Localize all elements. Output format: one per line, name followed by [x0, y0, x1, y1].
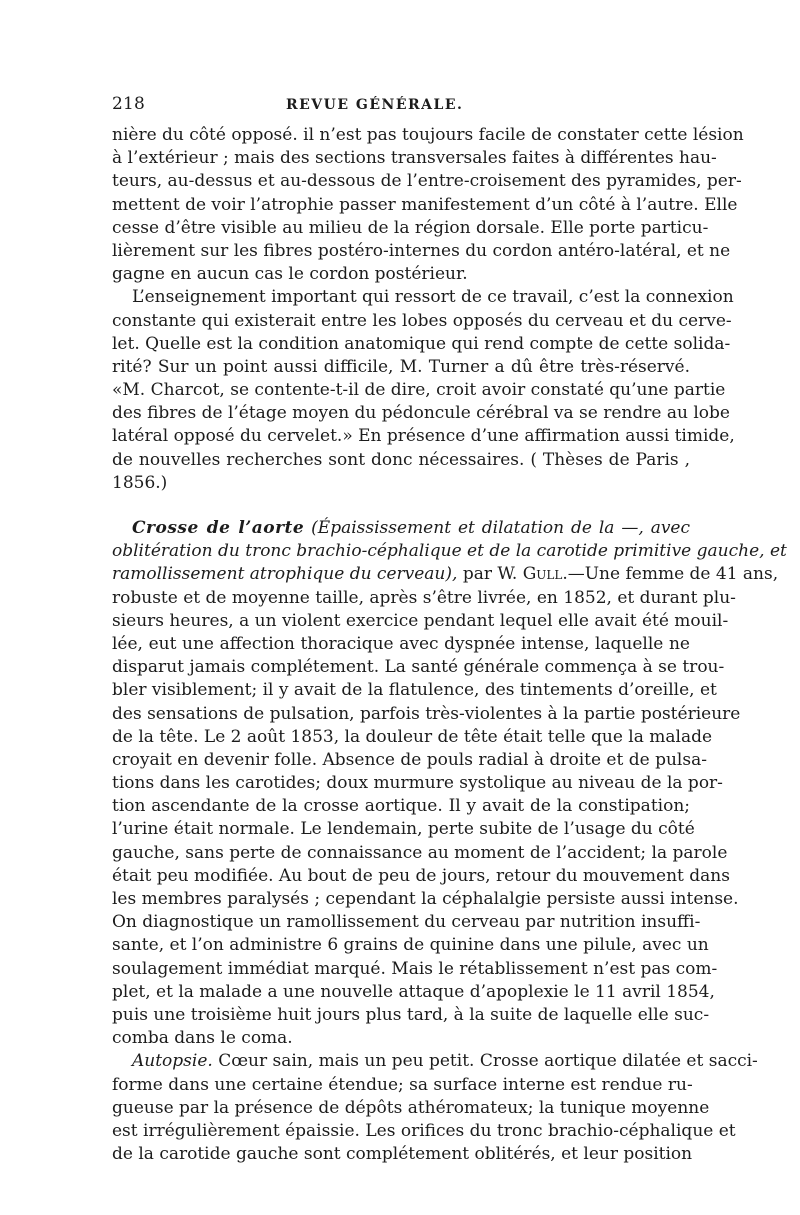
text-line: comba dans le coma.: [112, 1028, 293, 1049]
text-line: sante, et l’on administre 6 grains de quinine dans une pilule, avec un: [112, 935, 709, 956]
text-line: tions dans les carotides; doux murmure systolique au niveau de la por-: [112, 773, 723, 794]
article-byline-line: [112, 563, 779, 586]
text-line: robuste et de moyenne taille, après s’être livrée, en 1852, et durant plu-: [112, 587, 736, 608]
text-line: gauche, sans perte de connaissance au moment de l’accident; la parole: [112, 842, 728, 863]
text-line: let. Quelle est la condition anatomique qui rend compte de cette solida-: [112, 333, 731, 354]
autopsy-first-text: Cœur sain, mais un peu petit. Crosse aortique dilatée et sacci-: [212, 1051, 758, 1072]
text-line: L’enseignement important qui ressort de ce travail, c’est la connexion: [132, 287, 734, 308]
text-line: lée, eut une affection thoracique avec dyspnée intense, laquelle ne: [112, 633, 690, 654]
running-header: [112, 94, 690, 124]
text-line: latéral opposé du cervelet.» En présence d’une affirmation aussi timide,: [112, 426, 735, 447]
text-line: était peu modifiée. Au bout de peu de jours, retour du mouvement dans: [112, 865, 730, 886]
text-line: cesse d’être visible au milieu de la région dorsale. Elle porte particu-: [112, 217, 709, 238]
byline-prefix: par W.: [457, 564, 523, 585]
article-subtitle-end: ramollissement atrophique du cerveau),: [112, 564, 458, 585]
page-number: 218: [112, 94, 146, 114]
text-line: des fibres de l’étage moyen du pédoncule cérébral va se rendre au lobe: [112, 403, 730, 424]
autopsy-label: Autopsie.: [132, 1051, 213, 1072]
book-page: [112, 94, 787, 1166]
text-line: disparut jamais complétement. La santé générale commença à se trou-: [112, 657, 725, 678]
text-line: mettent de voir l’atrophie passer manifestement d’un côté à l’autre. Elle: [112, 194, 738, 215]
text-line: On diagnostique un ramollissement du cerveau par nutrition insuffi-: [112, 912, 701, 933]
text-line: est irrégulièrement épaissie. Les orifices du tronc brachio-céphalique et: [112, 1120, 736, 1141]
text-line: tion ascendante de la crosse aortique. Il y avait de la constipation;: [112, 796, 690, 817]
article-subtitle: (Épaississement et dilatation de la —, avec: [311, 518, 691, 538]
text-line: rité? Sur un point aussi difficile, M. Turner a dû être très-réservé.: [112, 356, 690, 377]
text-line: constante qui existerait entre les lobes opposés du cerveau et du cerve-: [112, 310, 732, 331]
text-line: plet, et la malade a une nouvelle attaque d’apoplexie le 11 avril 1854,: [112, 981, 715, 1002]
text-line: lièrement sur les fibres postéro-internes du cordon antéro-latéral, et ne: [112, 240, 731, 261]
text-line: de la tête. Le 2 août 1853, la douleur de tête était telle que la malade: [112, 726, 713, 747]
article-title: Crosse de l’aorte: [132, 518, 305, 538]
section-spacer: [112, 495, 690, 517]
article-2-aorta: [112, 517, 787, 1166]
article-1-continuation: [112, 124, 744, 286]
text-line: puis une troisième huit jours plus tard, à la suite de laquelle elle suc-: [112, 1004, 710, 1025]
text-line: gueuse par la présence de dépôts athéromateux; la tunique moyenne: [112, 1097, 710, 1118]
text-line: à l’extérieur ; mais des sections transversales faites à différentes hau-: [112, 148, 717, 169]
text-line: bler visiblement; il y avait de la flatulence, des tintements d’oreille, et: [112, 680, 717, 701]
text-line: l’urine était normale. Le lendemain, perte subite de l’usage du côté: [112, 819, 695, 840]
text-line: nière du côté opposé. il n’est pas toujours facile de constater cette lésion: [112, 125, 744, 145]
text-line: teurs, au-dessus et au-dessous de l’entre-croisement des pyramides, per-: [112, 171, 742, 192]
text-line: de nouvelles recherches sont donc nécessaires. ( Thèses de Paris ,: [112, 449, 690, 470]
text-line: forme dans une certaine étendue; sa surface interne est rendue ru-: [112, 1074, 693, 1095]
text-line: de la carotide gauche sont complétement oblitérés, et leur position: [112, 1144, 693, 1165]
text-line: soulagement immédiat marqué. Mais le rétablissement n’est pas com-: [112, 958, 718, 979]
article-1-conclusion-paragraph: [112, 286, 735, 495]
autopsy-line: [112, 1050, 758, 1073]
text-line: croyait en devenir folle. Absence de pouls radial à droite et de pulsa-: [112, 749, 707, 770]
text-line: gagne en aucun cas le cordon postérieur.: [112, 264, 468, 285]
byline-tail: .—Une femme de 41 ans,: [562, 564, 779, 585]
article-subtitle-line: oblitération du tronc brachio-céphalique et de la carotide primitive gauche, et: [112, 541, 787, 562]
text-line: «M. Charcot, se contente-t-il de dire, croit avoir constaté qu’une partie: [112, 380, 726, 401]
text-line: les membres paralysés ; cependant la céphalalgie persiste aussi intense.: [112, 889, 739, 909]
text-line: sieurs heures, a un violent exercice pendant lequel elle avait été mouil-: [112, 610, 729, 631]
text-line: 1856.): [112, 472, 168, 493]
author-name: Gull: [522, 564, 563, 585]
text-line: des sensations de pulsation, parfois très-violentes à la partie postérieure: [112, 703, 741, 724]
running-title: REVUE GÉNÉRALE.: [286, 97, 464, 113]
article-title-line: [112, 517, 690, 540]
